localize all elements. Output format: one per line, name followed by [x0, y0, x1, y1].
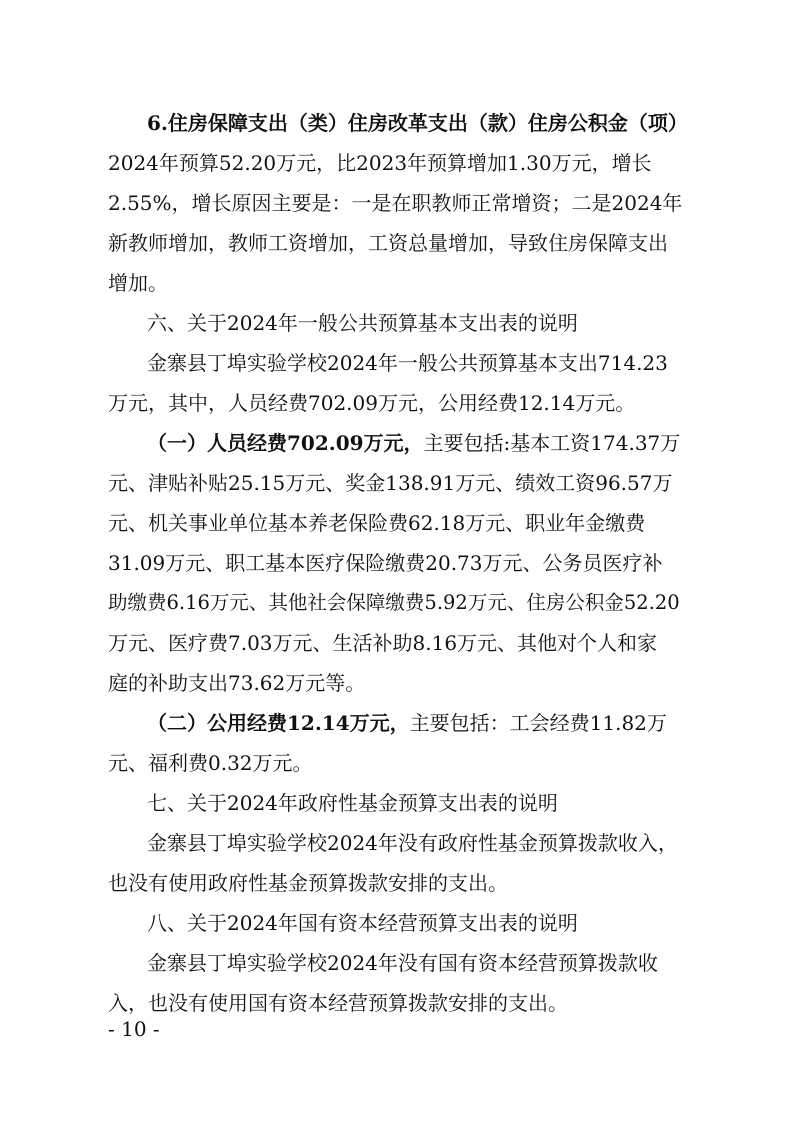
body-line: 庭的补助支出73.62万元等。 [108, 671, 366, 695]
body-line: 也没有使用政府性基金预算拨款安排的支出。 [108, 871, 508, 895]
page-number: - 10 - [108, 1017, 160, 1041]
body-line: 31.09万元、职工基本医疗保险缴费20.73万元、公务员医疗补 [108, 551, 663, 575]
body-line: 助缴费6.16万元、其他社会保障缴费5.92万元、住房公积金52.20 [108, 591, 680, 614]
subsection-personnel-line [147, 430, 680, 456]
body-line: 金寨县丁埠实验学校2024年没有国有资本经营预算拨款收 [147, 951, 658, 975]
body-line: 金寨县丁埠实验学校2024年一般公共预算基本支出714.23 [147, 351, 668, 375]
body-text: 主要包括：工会经费11.82万 [409, 711, 667, 735]
body-line: 增加。 [108, 271, 168, 295]
body-text: 主要包括:基本工资174.37万 [423, 431, 681, 455]
item-6-heading: 6.住房保障支出（类）住房改革支出（款）住房公积金（项） [147, 111, 688, 135]
body-line: 金寨县丁埠实验学校2024年没有政府性基金预算拨款收入， [147, 831, 678, 855]
body-line: 入，也没有使用国有资本经营预算拨款安排的支出。 [108, 991, 568, 1015]
body-line: 2.55%，增长原因主要是：一是在职教师正常增资；二是2024年 [108, 191, 683, 215]
body-line: 元、福利费0.32万元。 [108, 751, 313, 775]
body-line: 2024年预算52.20万元，比2023年预算增加1.30万元，增长 [108, 151, 652, 175]
subsection-personnel-heading: （一）人员经费702.09万元， [147, 431, 424, 455]
body-line: 元、机关事业单位基本养老保险费62.18万元、职业年金缴费 [108, 511, 646, 535]
subsection-public-heading: （二）公用经费12.14万元， [147, 711, 410, 735]
body-line: 元、津贴补贴25.15万元、奖金138.91万元、绩效工资96.57万 [108, 471, 673, 495]
body-line: 万元、医疗费7.03万元、生活补助8.16万元、其他对个人和家 [108, 631, 658, 655]
subsection-public-line [147, 710, 667, 736]
section-8-heading: 八、关于2024年国有资本经营预算支出表的说明 [147, 911, 578, 935]
section-7-heading: 七、关于2024年政府性基金预算支出表的说明 [147, 791, 558, 815]
section-6-heading: 六、关于2024年一般公共预算基本支出表的说明 [147, 311, 578, 335]
body-line: 万元，其中，人员经费702.09万元，公用经费12.14万元。 [108, 391, 636, 415]
body-line: 新教师增加，教师工资增加，工资总量增加，导致住房保障支出 [108, 231, 668, 255]
